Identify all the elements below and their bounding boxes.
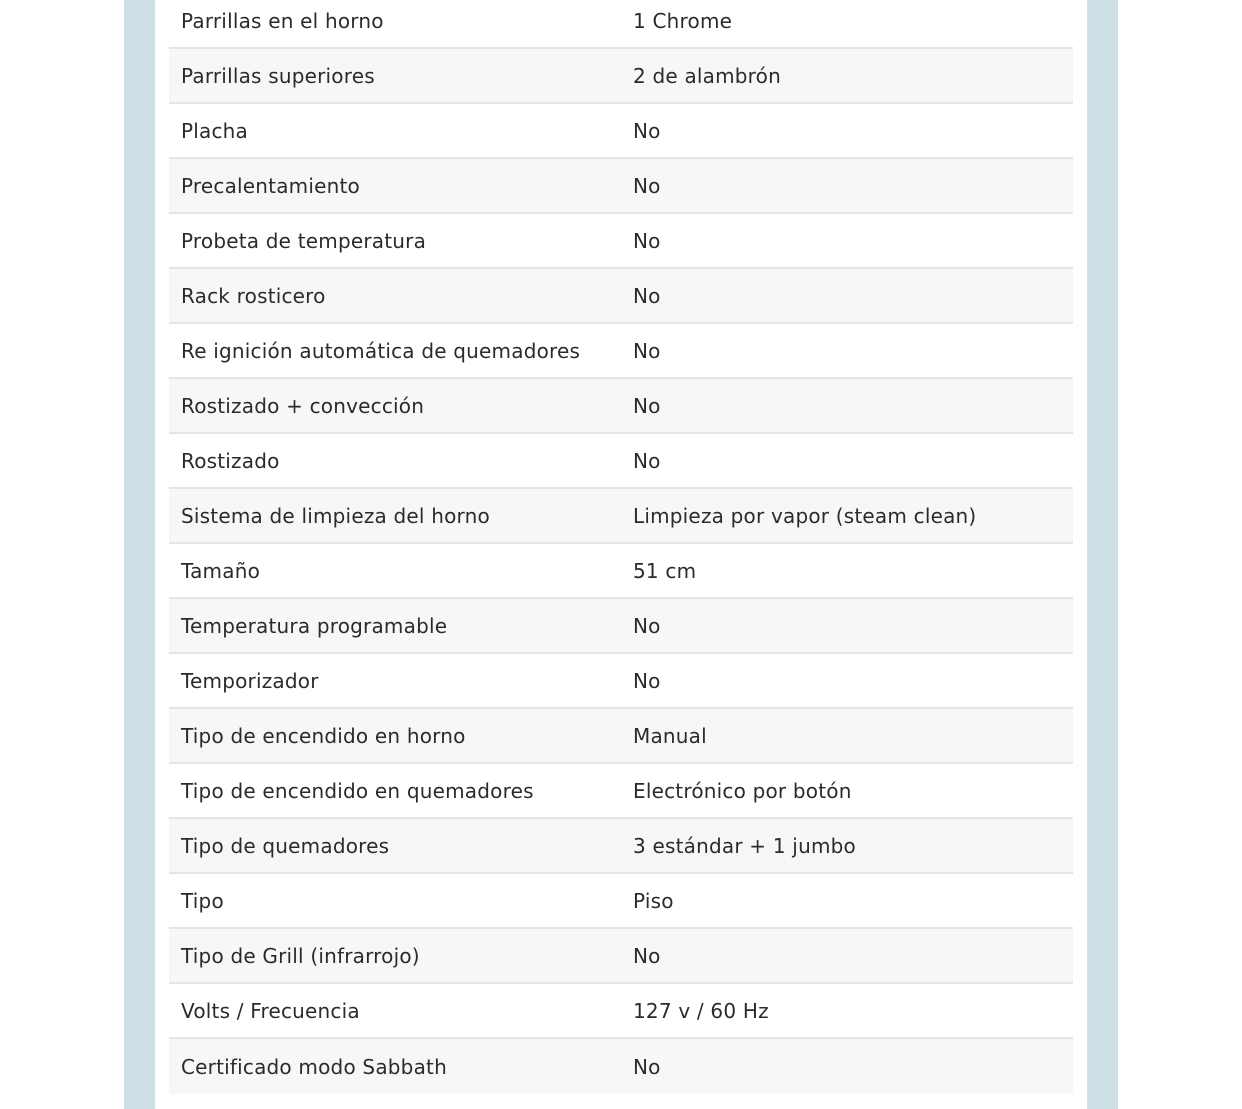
spec-row — [169, 0, 1073, 49]
spec-row — [169, 489, 1073, 544]
spec-value: No — [633, 668, 661, 693]
spec-row — [169, 929, 1073, 984]
spec-value: No — [633, 613, 661, 638]
spec-label: Parrillas superiores — [181, 63, 375, 88]
spec-row — [169, 654, 1073, 709]
spec-value: 3 estándar + 1 jumbo — [633, 833, 856, 858]
spec-label: Tipo de Grill (infrarrojo) — [181, 943, 420, 968]
spec-value: No — [633, 118, 661, 143]
spec-row — [169, 984, 1073, 1039]
spec-row — [169, 544, 1073, 599]
spec-table — [169, 0, 1073, 1094]
spec-label: Temporizador — [181, 668, 319, 693]
spec-row — [169, 269, 1073, 324]
spec-value: Limpieza por vapor (steam clean) — [633, 503, 977, 528]
spec-row — [169, 379, 1073, 434]
spec-value: Manual — [633, 723, 707, 748]
spec-label: Probeta de temperatura — [181, 228, 427, 253]
spec-value: Piso — [633, 888, 674, 913]
spec-label: Tipo de encendido en horno — [181, 723, 466, 748]
spec-row — [169, 764, 1073, 819]
spec-label: Tipo de encendido en quemadores — [181, 778, 534, 803]
spec-row — [169, 324, 1073, 379]
spec-label: Rostizado — [181, 448, 280, 473]
spec-label: Volts / Frecuencia — [181, 998, 360, 1023]
spec-row — [169, 434, 1073, 489]
spec-value: No — [633, 228, 661, 253]
spec-label: Tipo de quemadores — [181, 833, 390, 858]
right-side-band — [1087, 0, 1118, 1109]
spec-row — [169, 214, 1073, 269]
spec-value: 1 Chrome — [633, 8, 733, 33]
spec-value: No — [633, 943, 661, 968]
spec-label: Certificado modo Sabbath — [181, 1054, 447, 1079]
spec-value: 2 de alambrón — [633, 63, 781, 88]
spec-label: Rack rosticero — [181, 283, 326, 308]
spec-row — [169, 1039, 1073, 1094]
spec-value: 127 v / 60 Hz — [633, 998, 769, 1023]
spec-label: Rostizado + convección — [181, 393, 425, 418]
spec-row — [169, 159, 1073, 214]
spec-row — [169, 709, 1073, 764]
spec-value: No — [633, 283, 661, 308]
spec-label: Tipo — [181, 888, 224, 913]
spec-label: Parrillas en el horno — [181, 8, 384, 33]
spec-value: No — [633, 338, 661, 363]
spec-row — [169, 599, 1073, 654]
spec-label: Sistema de limpieza del horno — [181, 503, 490, 528]
spec-label: Precalentamiento — [181, 173, 360, 198]
spec-value: No — [633, 173, 661, 198]
left-side-band — [124, 0, 155, 1109]
spec-value: No — [633, 1054, 661, 1079]
spec-row — [169, 104, 1073, 159]
spec-row — [169, 874, 1073, 929]
spec-content — [155, 0, 1087, 1109]
spec-row — [169, 819, 1073, 874]
spec-value: Electrónico por botón — [633, 778, 852, 803]
spec-value: No — [633, 393, 661, 418]
spec-value: 51 cm — [633, 558, 697, 583]
spec-row — [169, 49, 1073, 104]
spec-label: Placha — [181, 118, 249, 143]
spec-label: Re ignición automática de quemadores — [181, 338, 581, 363]
spec-value: No — [633, 448, 661, 473]
spec-label: Tamaño — [181, 558, 261, 583]
spec-label: Temperatura programable — [181, 613, 448, 638]
